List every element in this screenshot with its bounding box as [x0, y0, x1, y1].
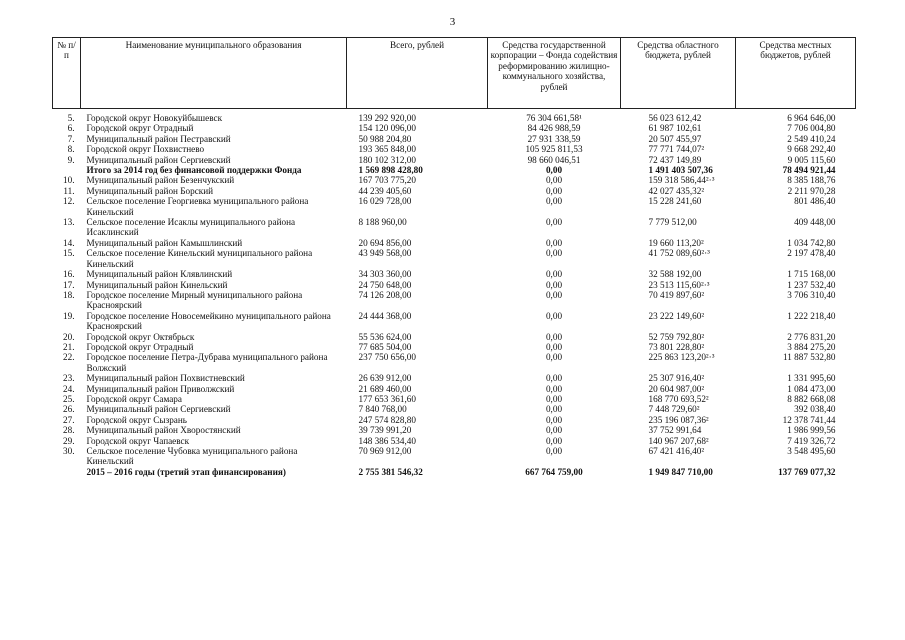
row-fund: 0,00: [545, 310, 563, 321]
row-number: 9.: [67, 154, 75, 165]
row-total: 26 639 912,00: [358, 373, 412, 384]
row-total: 180 102 312,00: [358, 154, 416, 165]
row-fund: 0,00: [545, 237, 563, 248]
row-regional-budget: 77 771 744,07²: [648, 144, 705, 155]
row-fund: 0,00: [545, 383, 563, 394]
row-municipality: Муниципальный район Кинельский: [86, 279, 228, 290]
row-number: 26.: [63, 404, 75, 415]
row-local-budget: 3 548 495,60: [787, 446, 836, 456]
table-row: [53, 217, 856, 238]
row-municipality: Муниципальный район Камышлинский: [86, 237, 243, 248]
row-number: 23.: [63, 373, 75, 384]
header-number: № п/п: [53, 38, 81, 109]
row-local-budget: 11 887 532,80: [783, 352, 836, 363]
table-row: [53, 290, 856, 311]
row-total: 177 653 361,60: [358, 393, 416, 404]
row-regional-budget: 52 759 792,80²: [648, 331, 705, 342]
row-number: 12.: [63, 196, 75, 207]
header-municipality: Наименование муниципального образования: [81, 38, 347, 109]
row-number: 29.: [63, 435, 75, 446]
row-total: 247 574 828,80: [358, 414, 416, 425]
row-total: 39 739 991,20: [358, 425, 412, 436]
row-regional-budget: 159 318 586,44²·³: [648, 175, 715, 186]
header-local-budget: Средства местных бюджетов, рублей: [736, 38, 856, 109]
table-row: [53, 109, 856, 124]
row-local-budget: 2 197 478,40: [787, 248, 836, 259]
row-fund: 0,00: [545, 175, 563, 186]
row-number: 30.: [63, 446, 75, 456]
row-total: 139 292 920,00: [358, 113, 416, 123]
table-row: [53, 404, 856, 414]
header-fund: Средства государственной корпорации – Фонда содействия реформированию жилищно-коммунального хозяйства, рублей: [488, 38, 621, 109]
row-number: 25.: [63, 393, 75, 404]
row-fund: 0,00: [545, 289, 563, 300]
row-total: 50 988 204,80: [358, 133, 412, 144]
table-row: [53, 134, 856, 144]
row-municipality: Муниципальный район Сергиевский: [86, 154, 231, 165]
row-fund: 0,00: [545, 425, 563, 436]
row-municipality: Сельское поселение Георгиевка муниципального района Кинельский: [86, 196, 309, 217]
row-regional-budget: 1 949 847 710,00: [648, 466, 713, 477]
row-regional-budget: 42 027 435,32²: [648, 185, 705, 196]
row-municipality: Городской округ Октябрьск: [86, 331, 195, 342]
row-local-budget: 78 494 921,44: [782, 165, 836, 176]
row-regional-budget: 20 604 987,00²: [648, 383, 705, 394]
row-municipality: Городской округ Отрадный: [86, 341, 194, 352]
row-number: 28.: [63, 425, 75, 436]
table-row: [53, 436, 856, 446]
row-municipality: Сельское поселение Кинельский муниципального района Кинельский: [86, 248, 313, 269]
row-regional-budget: 23 513 115,60²·³: [648, 279, 710, 290]
row-regional-budget: 72 437 149,89: [648, 154, 702, 165]
table-row: [53, 123, 856, 133]
row-regional-budget: 19 660 113,20²: [648, 237, 704, 248]
table-row: [53, 332, 856, 342]
row-municipality: Городское поселение Новосемейкино муниципального района Красноярский: [86, 310, 331, 332]
row-number: 21.: [63, 341, 75, 352]
row-local-budget: 7 706 004,80: [787, 123, 836, 134]
row-local-budget: 2 776 831,20: [787, 331, 836, 342]
row-number: 14.: [63, 237, 75, 248]
row-local-budget: 1 034 742,80: [787, 237, 836, 248]
row-fund: 667 764 759,00: [525, 466, 583, 477]
table-row: [53, 269, 856, 279]
row-regional-budget: 225 863 123,20²·³: [648, 352, 715, 363]
row-total: 167 703 775,20: [358, 175, 416, 186]
row-fund: 105 925 811,53: [525, 144, 583, 155]
table-row: [53, 248, 856, 269]
row-number: 6.: [67, 123, 75, 134]
row-local-budget: 9 668 292,40: [787, 144, 836, 155]
total-row: [53, 467, 856, 477]
row-number: 19.: [63, 310, 75, 321]
row-number: 16.: [63, 269, 75, 280]
row-total: 193 365 848,00: [358, 144, 416, 155]
row-total: 237 750 656,00: [358, 352, 416, 363]
row-total: 44 239 405,60: [358, 185, 412, 196]
row-regional-budget: 20 507 455,97: [648, 133, 702, 144]
row-local-budget: 6 964 646,00: [787, 113, 836, 123]
row-total: 77 685 504,00: [358, 341, 412, 352]
row-number: 5.: [67, 113, 75, 123]
row-municipality: Городской округ Сызрань: [86, 414, 187, 425]
row-local-budget: 8 385 188,76: [787, 175, 836, 186]
row-fund: 27 931 338,59: [527, 133, 581, 144]
table-row: [53, 373, 856, 383]
row-fund: 0,00: [545, 196, 563, 207]
table-row: [53, 280, 856, 290]
row-number: 8.: [67, 144, 75, 155]
row-fund: 0,00: [545, 248, 563, 259]
row-number: 15.: [63, 248, 75, 259]
row-total: 34 303 360,00: [358, 269, 412, 280]
row-regional-budget: 7 448 729,60²: [648, 404, 700, 415]
row-number: [53, 165, 81, 175]
row-fund: 0,00: [545, 217, 563, 228]
row-fund: 0,00: [545, 393, 563, 404]
row-local-budget: 7 419 326,72: [787, 435, 836, 446]
row-total: 55 536 624,00: [358, 331, 412, 342]
row-local-budget: 2 211 970,28: [787, 185, 836, 196]
row-municipality: Итого за 2014 год без финансовой поддержки Фонда: [86, 165, 302, 176]
table-header: [53, 38, 856, 109]
row-total: 2 755 381 546,32: [358, 466, 423, 477]
table-row: [53, 415, 856, 425]
table-row: [53, 352, 856, 373]
row-number: 17.: [63, 279, 75, 290]
row-total: 21 689 460,00: [358, 383, 412, 394]
row-local-budget: 801 486,40: [794, 196, 836, 207]
table-row: [53, 394, 856, 404]
row-local-budget: 12 378 741,44: [782, 414, 836, 425]
row-total: 8 188 960,00: [358, 217, 407, 228]
financing-table: [52, 37, 856, 477]
row-fund: 0,00: [545, 331, 563, 342]
row-fund: 0,00: [545, 435, 563, 446]
row-number: 24.: [63, 383, 75, 394]
row-regional-budget: 235 196 087,36²: [648, 414, 709, 425]
row-regional-budget: 15 228 241,60: [648, 196, 702, 207]
table-row: [53, 311, 856, 332]
row-fund: 0,00: [545, 341, 563, 352]
row-total: 16 029 728,00: [358, 196, 412, 207]
row-municipality: Муниципальный район Приволжский: [86, 383, 235, 394]
row-number: 7.: [67, 133, 75, 144]
row-fund: 0,00: [545, 352, 563, 363]
row-fund: 0,00: [545, 404, 563, 415]
row-local-budget: 392 038,40: [794, 404, 836, 415]
row-total: 148 386 534,40: [358, 435, 416, 446]
row-local-budget: 1 986 999,56: [787, 425, 836, 436]
row-local-budget: 1 084 473,00: [787, 383, 836, 394]
row-local-budget: 1 331 995,60: [787, 373, 836, 384]
row-local-budget: 3 884 275,20: [787, 341, 836, 352]
row-regional-budget: 23 222 149,60²: [648, 310, 705, 321]
row-municipality: Муниципальный район Пестравский: [86, 133, 231, 144]
row-regional-budget: 168 770 693,52²: [648, 393, 709, 404]
row-municipality: Сельское поселение Исаклы муниципального района Исаклинский: [86, 217, 296, 238]
row-local-budget: 137 769 077,32: [778, 466, 836, 477]
table-row: [53, 384, 856, 394]
header-regional-budget: Средства областного бюджета, рублей: [621, 38, 736, 109]
row-local-budget: 3 706 310,40: [787, 289, 836, 300]
row-regional-budget: 73 801 228,80²: [648, 341, 705, 352]
table-row: [53, 144, 856, 154]
row-municipality: Муниципальный район Клявлинский: [86, 269, 233, 280]
row-number: 27.: [63, 414, 75, 425]
row-municipality: Муниципальный район Борский: [86, 185, 214, 196]
row-number: [53, 467, 81, 477]
row-number: 10.: [63, 175, 75, 186]
row-local-budget: 1 715 168,00: [787, 269, 836, 280]
row-regional-budget: 56 023 612,42: [648, 113, 702, 123]
row-number: 11.: [63, 185, 75, 196]
table-row: [53, 238, 856, 248]
table-row: [53, 186, 856, 196]
row-fund: 76 304 661,58¹: [526, 113, 582, 123]
row-municipality: Городской округ Отрадный: [86, 123, 194, 134]
row-municipality: Муниципальный район Сергиевский: [86, 404, 231, 415]
row-total: 1 569 898 428,80: [358, 165, 423, 176]
row-total: 7 840 768,00: [358, 404, 407, 415]
row-regional-budget: 25 307 916,40²: [648, 373, 705, 384]
total-row: [53, 165, 856, 175]
row-regional-budget: 67 421 416,40²: [648, 446, 705, 456]
row-regional-budget: 7 779 512,00: [648, 217, 697, 228]
row-regional-budget: 70 419 897,60²: [648, 289, 705, 300]
table-row: [53, 425, 856, 435]
row-number: 22.: [63, 352, 75, 363]
table-row: [53, 342, 856, 352]
row-total: 20 694 856,00: [358, 237, 412, 248]
row-local-budget: 1 237 532,40: [787, 279, 836, 290]
page-number: 3: [449, 16, 456, 28]
row-regional-budget: 1 491 403 507,36: [648, 165, 713, 176]
row-total: 24 750 648,00: [358, 279, 412, 290]
row-regional-budget: 61 987 102,61: [648, 123, 702, 134]
row-number: 18.: [63, 289, 75, 300]
row-fund: 0,00: [545, 269, 563, 280]
row-fund: 0,00: [545, 446, 563, 456]
row-municipality: Городской округ Чапаевск: [86, 435, 190, 446]
row-total: 154 120 096,00: [358, 123, 416, 134]
row-municipality: Городское поселение Петра-Дубрава муниципального района Волжский: [86, 352, 328, 373]
row-municipality: 2015 – 2016 годы (третий этап финансирования): [86, 466, 286, 477]
row-local-budget: 1 222 218,40: [787, 310, 836, 321]
row-total: 74 126 208,00: [358, 289, 412, 300]
row-regional-budget: 41 752 089,60²·³: [648, 248, 710, 259]
row-local-budget: 8 882 668,08: [787, 393, 836, 404]
table-row: [53, 196, 856, 217]
row-fund: 0,00: [545, 279, 563, 290]
row-total: 43 949 568,00: [358, 248, 412, 259]
row-fund: 0,00: [545, 185, 563, 196]
row-local-budget: 9 005 115,60: [787, 154, 836, 165]
row-municipality: Городское поселение Мирный муниципального района Красноярский: [86, 289, 303, 311]
row-fund: 0,00: [545, 373, 563, 384]
row-regional-budget: 140 967 207,68²: [648, 435, 709, 446]
row-municipality: Муниципальный район Безенчукский: [86, 175, 235, 186]
row-number: 20.: [63, 331, 75, 342]
row-number: 13.: [63, 217, 75, 228]
row-local-budget: 409 448,00: [794, 217, 836, 228]
row-total: 70 969 912,00: [358, 446, 412, 456]
row-municipality: Муниципальный район Похвистневский: [86, 373, 245, 384]
row-municipality: Городской округ Новокуйбышевск: [86, 113, 223, 123]
row-fund: 84 426 988,59: [527, 123, 581, 134]
row-municipality: Городской округ Похвистнево: [86, 144, 205, 155]
row-fund: 0,00: [545, 165, 563, 176]
row-local-budget: 2 549 410,24: [787, 133, 836, 144]
row-municipality: Муниципальный район Хворостянский: [86, 425, 241, 436]
table-row: [53, 155, 856, 165]
row-fund: 0,00: [545, 414, 563, 425]
header-total: Всего, рублей: [347, 38, 488, 109]
row-municipality: Городской округ Самара: [86, 393, 182, 404]
row-municipality: Сельское поселение Чубовка муниципального района Кинельский: [86, 446, 298, 467]
row-regional-budget: 37 752 991,64: [648, 425, 702, 436]
row-total: 24 444 368,00: [358, 310, 412, 321]
table-row: [53, 446, 856, 467]
row-fund: 98 660 046,51: [527, 154, 581, 165]
row-regional-budget: 32 588 192,00: [648, 269, 702, 280]
table-body: [53, 109, 856, 478]
table-row: [53, 175, 856, 185]
